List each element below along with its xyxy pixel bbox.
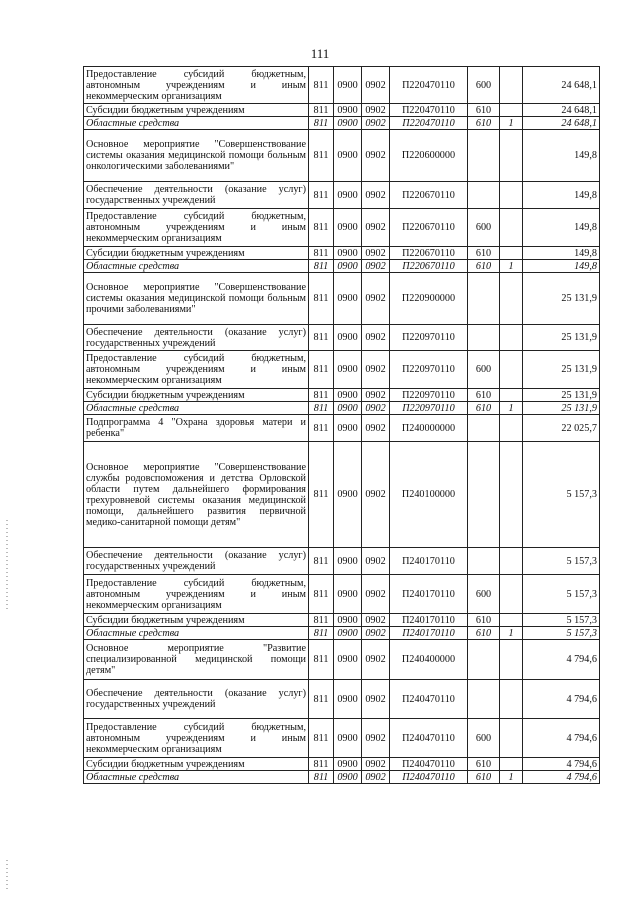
row-name-cell: Предоставление субсидий бюджетным, автономным учреждениям и иным некоммерческим организациям [84, 575, 309, 614]
target-article-cell: П240470110 [390, 680, 468, 719]
expense-type-cell [468, 415, 500, 442]
subsection-code-cell: 0902 [362, 104, 390, 117]
source-code-cell [500, 247, 523, 260]
source-code-cell [500, 389, 523, 402]
admin-code-cell: 811 [309, 627, 334, 640]
source-code-cell [500, 273, 523, 325]
admin-code-cell: 811 [309, 273, 334, 325]
subsection-code-cell: 0902 [362, 442, 390, 548]
amount-cell: 5 157,3 [523, 575, 600, 614]
row-name-cell: Предоставление субсидий бюджетным, автономным учреждениям и иным некоммерческим организациям [84, 209, 309, 247]
target-article-cell: П240470110 [390, 758, 468, 771]
admin-code-cell: 811 [309, 130, 334, 182]
admin-code-cell: 811 [309, 402, 334, 415]
amount-cell: 25 131,9 [523, 389, 600, 402]
table-row [84, 640, 600, 680]
row-name-cell: Предоставление субсидий бюджетным, автономным учреждениям и иным некоммерческим организациям [84, 67, 309, 104]
amount-cell: 24 648,1 [523, 104, 600, 117]
table-row [84, 614, 600, 627]
section-code-cell: 0900 [334, 627, 362, 640]
row-name-cell: Предоставление субсидий бюджетным, автономным учреждениям и иным некоммерческим организациям [84, 351, 309, 389]
subsection-code-cell: 0902 [362, 117, 390, 130]
source-code-cell: 1 [500, 117, 523, 130]
subsection-code-cell: 0902 [362, 247, 390, 260]
amount-cell: 149,8 [523, 260, 600, 273]
source-code-cell [500, 719, 523, 758]
admin-code-cell: 811 [309, 771, 334, 784]
subsection-code-cell: 0902 [362, 389, 390, 402]
subsection-code-cell: 0902 [362, 627, 390, 640]
target-article-cell: П220970110 [390, 351, 468, 389]
source-code-cell [500, 758, 523, 771]
section-code-cell: 0900 [334, 771, 362, 784]
table-row [84, 575, 600, 614]
admin-code-cell: 811 [309, 260, 334, 273]
scan-margin-marks [6, 520, 8, 610]
expense-type-cell: 600 [468, 719, 500, 758]
section-code-cell: 0900 [334, 575, 362, 614]
target-article-cell: П220470110 [390, 104, 468, 117]
section-code-cell: 0900 [334, 680, 362, 719]
source-code-cell [500, 209, 523, 247]
amount-cell: 149,8 [523, 182, 600, 209]
subsection-code-cell: 0902 [362, 758, 390, 771]
amount-cell: 5 157,3 [523, 442, 600, 548]
amount-cell: 149,8 [523, 209, 600, 247]
amount-cell: 5 157,3 [523, 627, 600, 640]
amount-cell: 25 131,9 [523, 402, 600, 415]
expense-type-cell [468, 680, 500, 719]
expense-type-cell [468, 442, 500, 548]
target-article-cell: П240470110 [390, 719, 468, 758]
table-row [84, 325, 600, 351]
section-code-cell: 0900 [334, 182, 362, 209]
table-row [84, 719, 600, 758]
source-code-cell [500, 325, 523, 351]
expense-type-cell: 610 [468, 771, 500, 784]
table-row [84, 771, 600, 784]
target-article-cell: П220900000 [390, 273, 468, 325]
subsection-code-cell: 0902 [362, 325, 390, 351]
expense-type-cell: 610 [468, 627, 500, 640]
row-name-cell: Основное мероприятие "Совершенствование системы оказания медицинской помощи больным онкологическими заболеваниями" [84, 130, 309, 182]
source-code-cell [500, 575, 523, 614]
target-article-cell: П220970110 [390, 402, 468, 415]
admin-code-cell: 811 [309, 325, 334, 351]
subsection-code-cell: 0902 [362, 680, 390, 719]
section-code-cell: 0900 [334, 260, 362, 273]
source-code-cell [500, 67, 523, 104]
amount-cell: 4 794,6 [523, 719, 600, 758]
target-article-cell: П220600000 [390, 130, 468, 182]
subsection-code-cell: 0902 [362, 415, 390, 442]
target-article-cell: П220670110 [390, 260, 468, 273]
subsection-code-cell: 0902 [362, 67, 390, 104]
expense-type-cell: 610 [468, 260, 500, 273]
amount-cell: 4 794,6 [523, 758, 600, 771]
source-code-cell [500, 104, 523, 117]
subsection-code-cell: 0902 [362, 402, 390, 415]
source-code-cell: 1 [500, 402, 523, 415]
target-article-cell: П240000000 [390, 415, 468, 442]
target-article-cell: П220670110 [390, 182, 468, 209]
expense-type-cell: 610 [468, 389, 500, 402]
section-code-cell: 0900 [334, 130, 362, 182]
amount-cell: 149,8 [523, 130, 600, 182]
expense-type-cell [468, 548, 500, 575]
target-article-cell: П220670110 [390, 209, 468, 247]
section-code-cell: 0900 [334, 758, 362, 771]
subsection-code-cell: 0902 [362, 771, 390, 784]
source-code-cell [500, 442, 523, 548]
amount-cell: 24 648,1 [523, 67, 600, 104]
target-article-cell: П220470110 [390, 117, 468, 130]
expense-type-cell: 610 [468, 758, 500, 771]
expense-type-cell: 600 [468, 351, 500, 389]
admin-code-cell: 811 [309, 640, 334, 680]
expense-type-cell: 610 [468, 402, 500, 415]
section-code-cell: 0900 [334, 209, 362, 247]
expense-type-cell: 610 [468, 117, 500, 130]
row-name-cell: Основное мероприятие "Совершенствование службы родовспоможения и детства Орловской области путем дальнейшего формирования трехуровневой системы оказания медицинской помощи, дальнейшего развития первичной медико-санитарной помощи детям" [84, 442, 309, 548]
table-row [84, 117, 600, 130]
amount-cell: 5 157,3 [523, 614, 600, 627]
table-row [84, 680, 600, 719]
amount-cell: 25 131,9 [523, 351, 600, 389]
row-name-cell: Обеспечение деятельности (оказание услуг) государственных учреждений [84, 182, 309, 209]
table-row [84, 182, 600, 209]
source-code-cell: 1 [500, 771, 523, 784]
expense-type-cell: 610 [468, 614, 500, 627]
table-row [84, 67, 600, 104]
section-code-cell: 0900 [334, 273, 362, 325]
expense-type-cell: 610 [468, 104, 500, 117]
admin-code-cell: 811 [309, 758, 334, 771]
subsection-code-cell: 0902 [362, 130, 390, 182]
section-code-cell: 0900 [334, 325, 362, 351]
expense-type-cell [468, 640, 500, 680]
scan-margin-marks [6, 860, 8, 890]
row-name-cell: Подпрограмма 4 "Охрана здоровья матери и ребенка" [84, 415, 309, 442]
row-name-cell: Субсидии бюджетным учреждениям [84, 758, 309, 771]
admin-code-cell: 811 [309, 575, 334, 614]
subsection-code-cell: 0902 [362, 548, 390, 575]
amount-cell: 25 131,9 [523, 325, 600, 351]
row-name-cell: Предоставление субсидий бюджетным, автономным учреждениям и иным некоммерческим организациям [84, 719, 309, 758]
table-row [84, 351, 600, 389]
table-row [84, 389, 600, 402]
row-name-cell: Областные средства [84, 771, 309, 784]
admin-code-cell: 811 [309, 415, 334, 442]
table-row [84, 247, 600, 260]
section-code-cell: 0900 [334, 67, 362, 104]
row-name-cell: Областные средства [84, 402, 309, 415]
row-name-cell: Основное мероприятие "Совершенствование системы оказания медицинской помощи больным прочими заболеваниями" [84, 273, 309, 325]
subsection-code-cell: 0902 [362, 351, 390, 389]
target-article-cell: П240400000 [390, 640, 468, 680]
section-code-cell: 0900 [334, 117, 362, 130]
section-code-cell: 0900 [334, 402, 362, 415]
section-code-cell: 0900 [334, 389, 362, 402]
admin-code-cell: 811 [309, 614, 334, 627]
table-row [84, 758, 600, 771]
amount-cell: 4 794,6 [523, 640, 600, 680]
subsection-code-cell: 0902 [362, 575, 390, 614]
target-article-cell: П220970110 [390, 325, 468, 351]
amount-cell: 24 648,1 [523, 117, 600, 130]
admin-code-cell: 811 [309, 67, 334, 104]
target-article-cell: П240170110 [390, 548, 468, 575]
table-row [84, 273, 600, 325]
admin-code-cell: 811 [309, 442, 334, 548]
expense-type-cell: 600 [468, 575, 500, 614]
amount-cell: 4 794,6 [523, 771, 600, 784]
subsection-code-cell: 0902 [362, 614, 390, 627]
expense-type-cell: 600 [468, 67, 500, 104]
row-name-cell: Субсидии бюджетным учреждениям [84, 389, 309, 402]
expense-type-cell: 600 [468, 209, 500, 247]
amount-cell: 4 794,6 [523, 680, 600, 719]
table-row [84, 209, 600, 247]
source-code-cell [500, 130, 523, 182]
row-name-cell: Основное мероприятие "Развитие специализированной медицинской помощи детям" [84, 640, 309, 680]
expense-type-cell [468, 182, 500, 209]
admin-code-cell: 811 [309, 389, 334, 402]
section-code-cell: 0900 [334, 548, 362, 575]
table-row [84, 442, 600, 548]
amount-cell: 149,8 [523, 247, 600, 260]
source-code-cell [500, 415, 523, 442]
table-row [84, 627, 600, 640]
row-name-cell: Обеспечение деятельности (оказание услуг) государственных учреждений [84, 680, 309, 719]
subsection-code-cell: 0902 [362, 640, 390, 680]
expense-type-cell [468, 130, 500, 182]
admin-code-cell: 811 [309, 104, 334, 117]
admin-code-cell: 811 [309, 117, 334, 130]
row-name-cell: Областные средства [84, 260, 309, 273]
table-row [84, 402, 600, 415]
target-article-cell: П220670110 [390, 247, 468, 260]
amount-cell: 25 131,9 [523, 273, 600, 325]
section-code-cell: 0900 [334, 351, 362, 389]
row-name-cell: Областные средства [84, 117, 309, 130]
table-row [84, 548, 600, 575]
admin-code-cell: 811 [309, 182, 334, 209]
target-article-cell: П240170110 [390, 614, 468, 627]
target-article-cell: П240100000 [390, 442, 468, 548]
source-code-cell [500, 548, 523, 575]
budget-table [83, 66, 600, 784]
source-code-cell: 1 [500, 627, 523, 640]
table-row [84, 104, 600, 117]
admin-code-cell: 811 [309, 247, 334, 260]
budget-table-body [84, 67, 600, 784]
source-code-cell [500, 680, 523, 719]
target-article-cell: П240170110 [390, 575, 468, 614]
page-number: 111 [310, 46, 330, 61]
subsection-code-cell: 0902 [362, 209, 390, 247]
section-code-cell: 0900 [334, 442, 362, 548]
row-name-cell: Субсидии бюджетным учреждениям [84, 614, 309, 627]
target-article-cell: П240170110 [390, 627, 468, 640]
source-code-cell [500, 640, 523, 680]
expense-type-cell [468, 273, 500, 325]
row-name-cell: Субсидии бюджетным учреждениям [84, 104, 309, 117]
section-code-cell: 0900 [334, 614, 362, 627]
admin-code-cell: 811 [309, 209, 334, 247]
subsection-code-cell: 0902 [362, 182, 390, 209]
table-row [84, 130, 600, 182]
expense-type-cell [468, 325, 500, 351]
source-code-cell: 1 [500, 260, 523, 273]
subsection-code-cell: 0902 [362, 273, 390, 325]
subsection-code-cell: 0902 [362, 260, 390, 273]
target-article-cell: П240470110 [390, 771, 468, 784]
row-name-cell: Обеспечение деятельности (оказание услуг) государственных учреждений [84, 325, 309, 351]
source-code-cell [500, 182, 523, 209]
table-row [84, 415, 600, 442]
expense-type-cell: 610 [468, 247, 500, 260]
target-article-cell: П220970110 [390, 389, 468, 402]
section-code-cell: 0900 [334, 415, 362, 442]
row-name-cell: Субсидии бюджетным учреждениям [84, 247, 309, 260]
row-name-cell: Обеспечение деятельности (оказание услуг) государственных учреждений [84, 548, 309, 575]
source-code-cell [500, 614, 523, 627]
admin-code-cell: 811 [309, 680, 334, 719]
section-code-cell: 0900 [334, 247, 362, 260]
admin-code-cell: 811 [309, 548, 334, 575]
section-code-cell: 0900 [334, 719, 362, 758]
table-row [84, 260, 600, 273]
admin-code-cell: 811 [309, 719, 334, 758]
target-article-cell: П220470110 [390, 67, 468, 104]
row-name-cell: Областные средства [84, 627, 309, 640]
subsection-code-cell: 0902 [362, 719, 390, 758]
admin-code-cell: 811 [309, 351, 334, 389]
amount-cell: 22 025,7 [523, 415, 600, 442]
section-code-cell: 0900 [334, 640, 362, 680]
source-code-cell [500, 351, 523, 389]
section-code-cell: 0900 [334, 104, 362, 117]
amount-cell: 5 157,3 [523, 548, 600, 575]
